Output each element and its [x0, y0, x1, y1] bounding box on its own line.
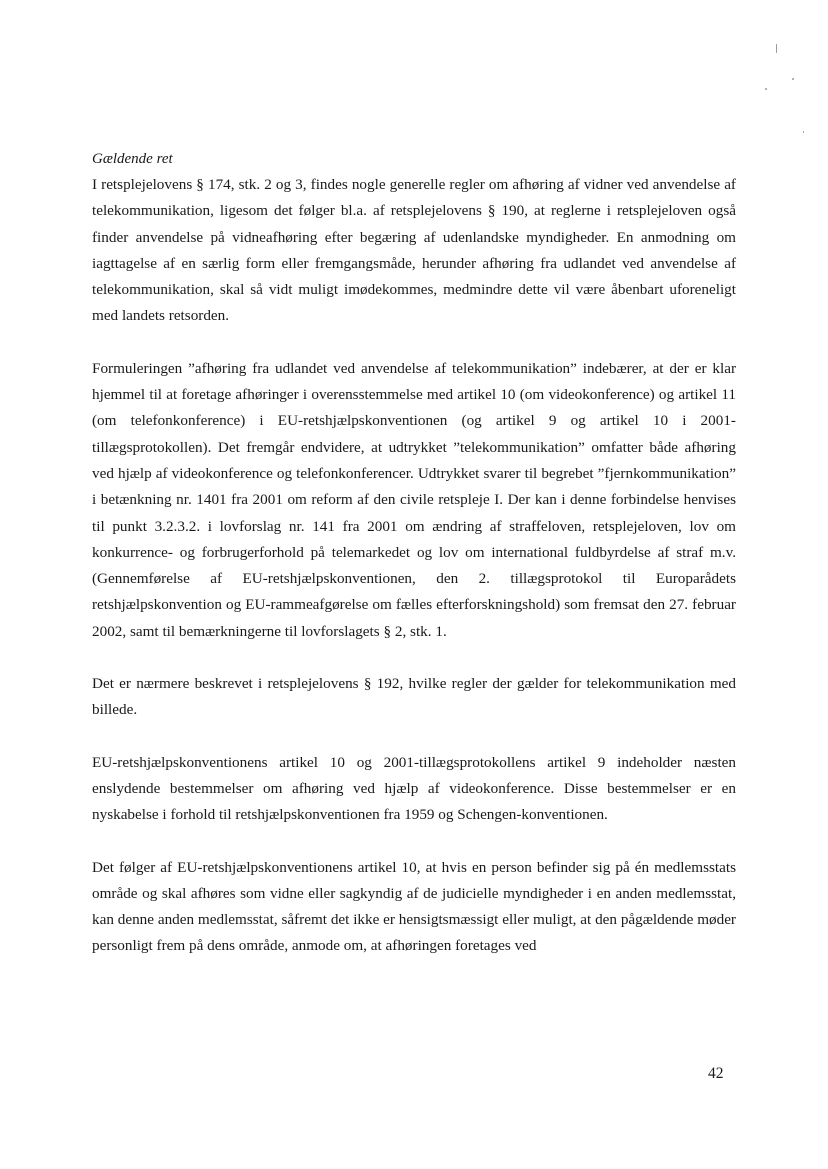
scan-speck	[803, 131, 804, 133]
paragraph: Det følger af EU-retshjælpskonventionens artikel 10, at hvis en person befinder sig på én medlemsstats område og skal afhøres som vidne eller sagkyndig af de judicielle myndigheder i en anden medlemsstat, kan denne anden medlemsstat, såfremt det ikke er hensigtsmæssigt eller muligt, at den pågældende møder personligt frem på dens område, anmode om, at afhøringen foretages ved	[92, 858, 736, 955]
paragraph: Det er nærmere beskrevet i retsplejelovens § 192, hvilke regler der gælder for telekommunikation med billede.	[92, 675, 736, 719]
page-number: 42	[708, 1065, 724, 1082]
paragraph: Formuleringen ”afhøring fra udlandet ved anvendelse af telekommunikation” indebærer, at der er klar hjemmel til at foretage afhøringer i overensstemmelse med artikel 10 (om videokonference) og artikel 11 (om telefonkonference) i EU-retshjælpskonventionen (og artikel 9 og artikel 10 i 2001-tillægsprotokollen). Det fremgår endvidere, at udtrykket ”telekommunikation” omfatter både afhøring ved hjælp af videokonference og telefonkonferencer. Udtrykket svarer til begrebet ”fjernkommunikation” i betænkning nr. 1401 fra 2001 om reform af den civile retspleje I. Der kan i denne forbindelse henvises til punkt 3.2.3.2. i lovforslag nr. 141 fra 2001 om ændring af straffeloven, retsplejeloven, lov om konkurrence- og forbrugerforhold på telemarkedet og lov om international fuldbyrdelse af straf m.v. (Gennemførelse af EU-retshjælpskonventionen, den 2. tillægsprotokol til Europarådets retshjælpskonvention og EU-rammeafgørelse om fælles efterforskningshold) som fremsat den 27. februar 2002, samt til bemærkningerne til lovforslagets § 2, stk. 1.	[92, 359, 736, 640]
scan-speck	[792, 78, 794, 80]
scan-speck	[776, 44, 777, 53]
document-page	[92, 146, 736, 986]
scan-speck	[765, 88, 767, 90]
section-heading: Gældende ret	[92, 151, 173, 167]
paragraph: EU-retshjælpskonventionens artikel 10 og 2001-tillægsprotokollens artikel 9 indeholder næsten enslydende bestemmelser om afhøring ved hjælp af videokonference. Disse bestemmelser er en nyskabelse i forhold til retshjælpskonventionen fra 1959 og Schengen-konventionen.	[92, 753, 736, 824]
paragraph: I retsplejelovens § 174, stk. 2 og 3, findes nogle generelle regler om afhøring af vidner ved anvendelse af telekommunikation, ligesom det følger bl.a. af retsplejelovens § 190, at reglerne i retsplejeloven også finder anvendelse på vidneafhøring efter begæring af udenlandske myndigheder. En anmodning om iagttagelse af en særlig form eller fremgangsmåde, herunder afhøring fra udlandet ved anvendelse af telekommunikation, skal så vidt muligt imødekommes, medmindre dette vil være åbenbart uforeneligt med landets retsorden.	[92, 176, 736, 325]
